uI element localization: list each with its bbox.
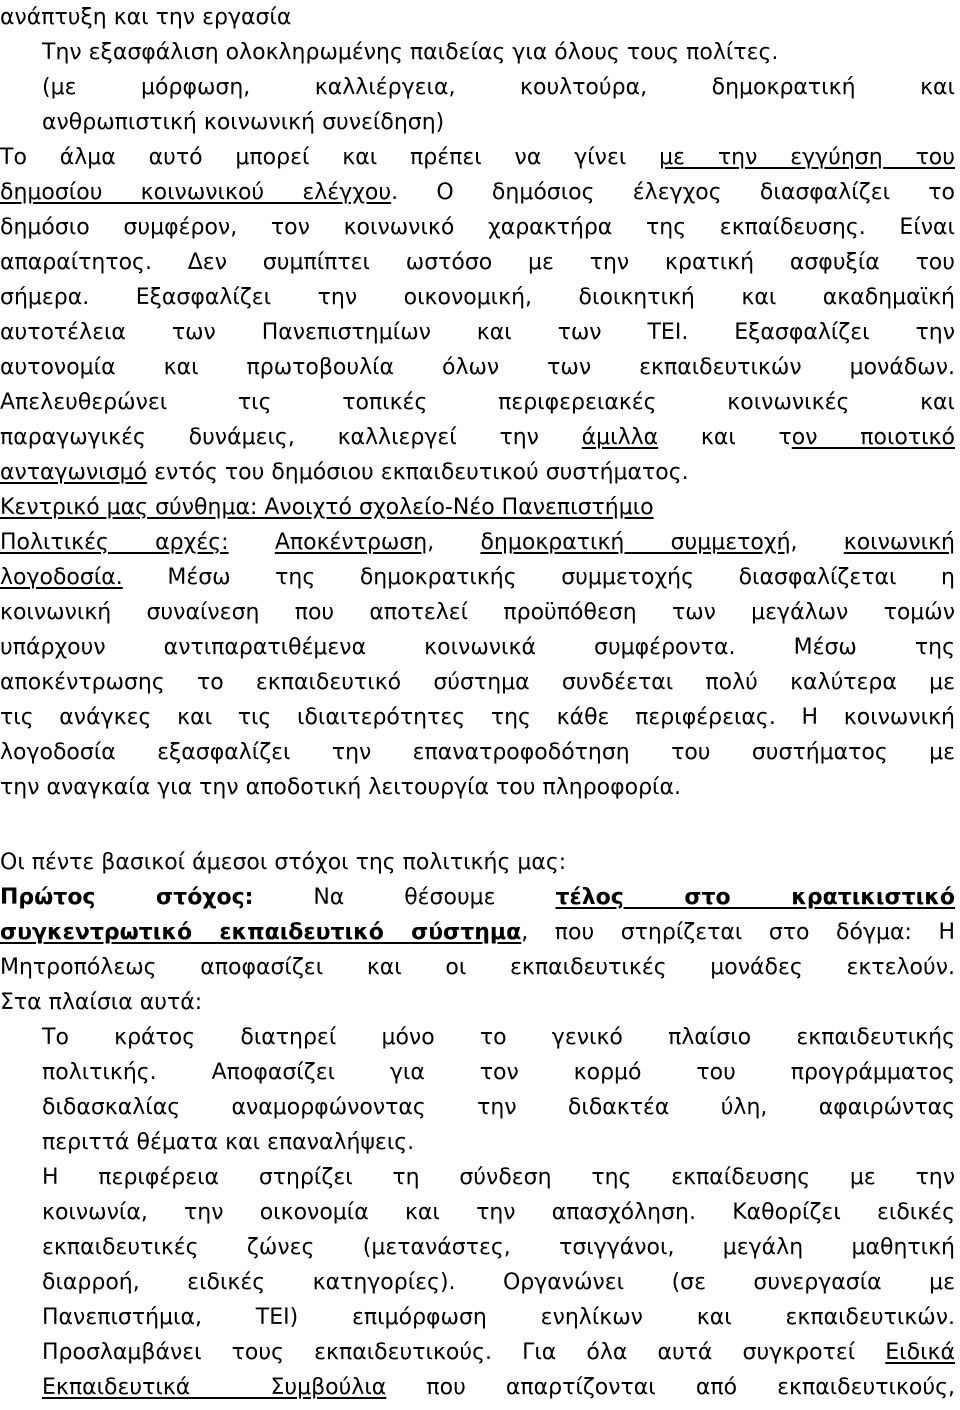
text-line xyxy=(0,420,955,455)
text-line: Στα πλαίσια αυτά: xyxy=(0,990,203,1015)
text-span: εντός του δημόσιου εκπαιδευτικού συστήματος. xyxy=(147,460,689,485)
text-span: και τ xyxy=(658,425,792,450)
text-line: αυτοτέλεια των Πανεπιστημίων και των ΤΕΙ. Εξασφαλίζει την xyxy=(0,320,955,345)
text-span: . Ο δημόσιος έλεγχος διασφαλίζει το xyxy=(391,180,955,205)
text-line: κοινωνική συναίνεση που αποτελεί προϋπόθεση των μεγάλων τομών xyxy=(0,600,955,625)
text-line xyxy=(0,880,955,915)
text-line: αποκέντρωσης το εκπαιδευτικό σύστημα συνδέεται πολύ καλύτερα με xyxy=(0,670,955,695)
text-line: απαραίτητος. Δεν συμπίπτει ωστόσο με την κρατική ασφυξία του xyxy=(0,250,955,275)
text-line: Απελευθερώνει τις τοπικές περιφερειακές κοινωνικές και xyxy=(0,390,955,415)
text-span xyxy=(229,530,275,555)
underlined-phrase: κοινωνική xyxy=(843,530,955,555)
text-span: Μέσω της δημοκρατικής συμμετοχής διασφαλίζεται η xyxy=(122,565,955,590)
text-line: σήμερα. Εξασφαλίζει την οικονομική, διοικητική και ακαδημαϊκή xyxy=(0,285,955,310)
text-span: , που στηρίζεται στο δόγμα: Η xyxy=(521,920,955,945)
goal-label: Πρώτος στόχος: xyxy=(0,885,254,910)
underlined-phrase: λογοδοσία. xyxy=(0,565,123,590)
underlined-phrase: Ειδικά xyxy=(885,1340,955,1365)
text-line xyxy=(0,455,689,490)
text-line: (με μόρφωση, καλλιέργεια, κουλτούρα, δημοκρατική και xyxy=(42,75,955,100)
underlined-phrase: άμιλλα xyxy=(581,425,659,450)
text-line: πολιτικής. Αποφασίζει για τον κορμό του προγράμματος xyxy=(42,1060,955,1085)
text-line xyxy=(0,140,955,175)
text-line: λογοδοσία εξασφαλίζει την επανατροφοδότηση του συστήματος με xyxy=(0,740,955,765)
text-span: Να θέσουμε xyxy=(253,885,556,910)
text-line: αυτονομία και πρωτοβουλία όλων των εκπαιδευτικών μονάδων. xyxy=(0,355,955,380)
text-line: Μητροπόλεως αποφασίζει και οι εκπαιδευτικές μονάδες εκτελούν. xyxy=(0,955,955,980)
text-line: ανθρωπιστική κοινωνική συνείδηση) xyxy=(42,110,445,135)
underlined-phrase: με την εγγύηση του xyxy=(659,145,956,170)
text-line: εκπαιδευτικές ζώνες (μετανάστες, τσιγγάνοι, μεγάλη μαθητική xyxy=(42,1235,955,1260)
text-line xyxy=(42,1370,955,1405)
text-line: Πανεπιστήμια, ΤΕΙ) επιμόρφωση ενηλίκων και εκπαιδευτικών. xyxy=(42,1305,955,1330)
text-line: τις ανάγκες και τις ιδιαιτερότητες της κάθε περιφέρειας. Η κοινωνική xyxy=(0,705,955,730)
slogan-line: Κεντρικό μας σύνθημα: Ανοιχτό σχολείο-Νέο Πανεπιστήμιο xyxy=(0,495,654,520)
underlined-phrase: δημοκρατική συμμετοχή xyxy=(480,530,791,555)
text-line: δημόσιο συμφέρον, τον κοινωνικό χαρακτήρα της εκπαίδευσης. Είναι xyxy=(0,215,955,240)
text-line xyxy=(0,525,955,560)
text-line: ανάπτυξη και την εργασία xyxy=(0,5,292,30)
text-line xyxy=(42,1335,955,1370)
text-line: Την εξασφάλιση ολοκληρωμένης παιδείας για όλους τους πολίτες. xyxy=(42,40,779,65)
underlined-phrase: ανταγωνισμό xyxy=(0,460,148,485)
underlined-phrase: Εκπαιδευτικά Συμβούλια xyxy=(42,1375,387,1400)
text-span: που απαρτίζονται από εκπαιδευτικούς, xyxy=(386,1375,956,1400)
text-line xyxy=(0,560,955,595)
text-span: , xyxy=(790,530,844,555)
text-line xyxy=(0,175,955,210)
text-span: Το άλμα αυτό μπορεί και πρέπει να γίνει xyxy=(0,145,660,170)
underlined-phrase: δημοσίου κοινωνικού ελέγχου xyxy=(0,180,392,205)
underlined-phrase: συγκεντρωτικό εκπαιδευτικό σύστημα xyxy=(0,920,522,945)
underlined-phrase: ον ποιοτικό xyxy=(791,425,955,450)
text-line: υπάρχουν αντιπαρατιθέμενα κοινωνικά συμφέροντα. Μέσω της xyxy=(0,635,955,660)
text-line: κοινωνία, την οικονομία και την απασχόληση. Καθορίζει ειδικές xyxy=(42,1200,955,1225)
text-span: παραγωγικές δυνάμεις, καλλιεργεί την xyxy=(0,425,582,450)
text-line: Το κράτος διατηρεί μόνο το γενικό πλαίσιο εκπαιδευτικής xyxy=(42,1025,955,1050)
section-heading: Οι πέντε βασικοί άμεσοι στόχοι της πολιτικής μας: xyxy=(0,850,567,875)
text-span: Προσλαμβάνει τους εκπαιδευτικούς. Για όλα αυτά συγκροτεί xyxy=(42,1340,886,1365)
text-line: περιττά θέματα και επαναλήψεις. xyxy=(42,1130,415,1155)
text-line: Η περιφέρεια στηρίζει τη σύνδεση της εκπαίδευσης με την xyxy=(42,1165,955,1190)
underlined-phrase: Αποκέντρωση xyxy=(274,530,428,555)
underlined-phrase: Πολιτικές αρχές: xyxy=(0,530,229,555)
text-line xyxy=(0,915,955,950)
text-line: διδασκαλίας αναμορφώνοντας την διδακτέα ύλη, αφαιρώντας xyxy=(42,1095,955,1120)
underlined-phrase: τέλος στο κρατικιστικό xyxy=(555,885,955,910)
text-line: διαρροή, ειδικές κατηγορίες). Οργανώνει (σε συνεργασία με xyxy=(42,1270,955,1295)
text-span: , xyxy=(427,530,481,555)
text-line: την αναγκαία για την αποδοτική λειτουργία του πληροφορία. xyxy=(0,775,681,800)
